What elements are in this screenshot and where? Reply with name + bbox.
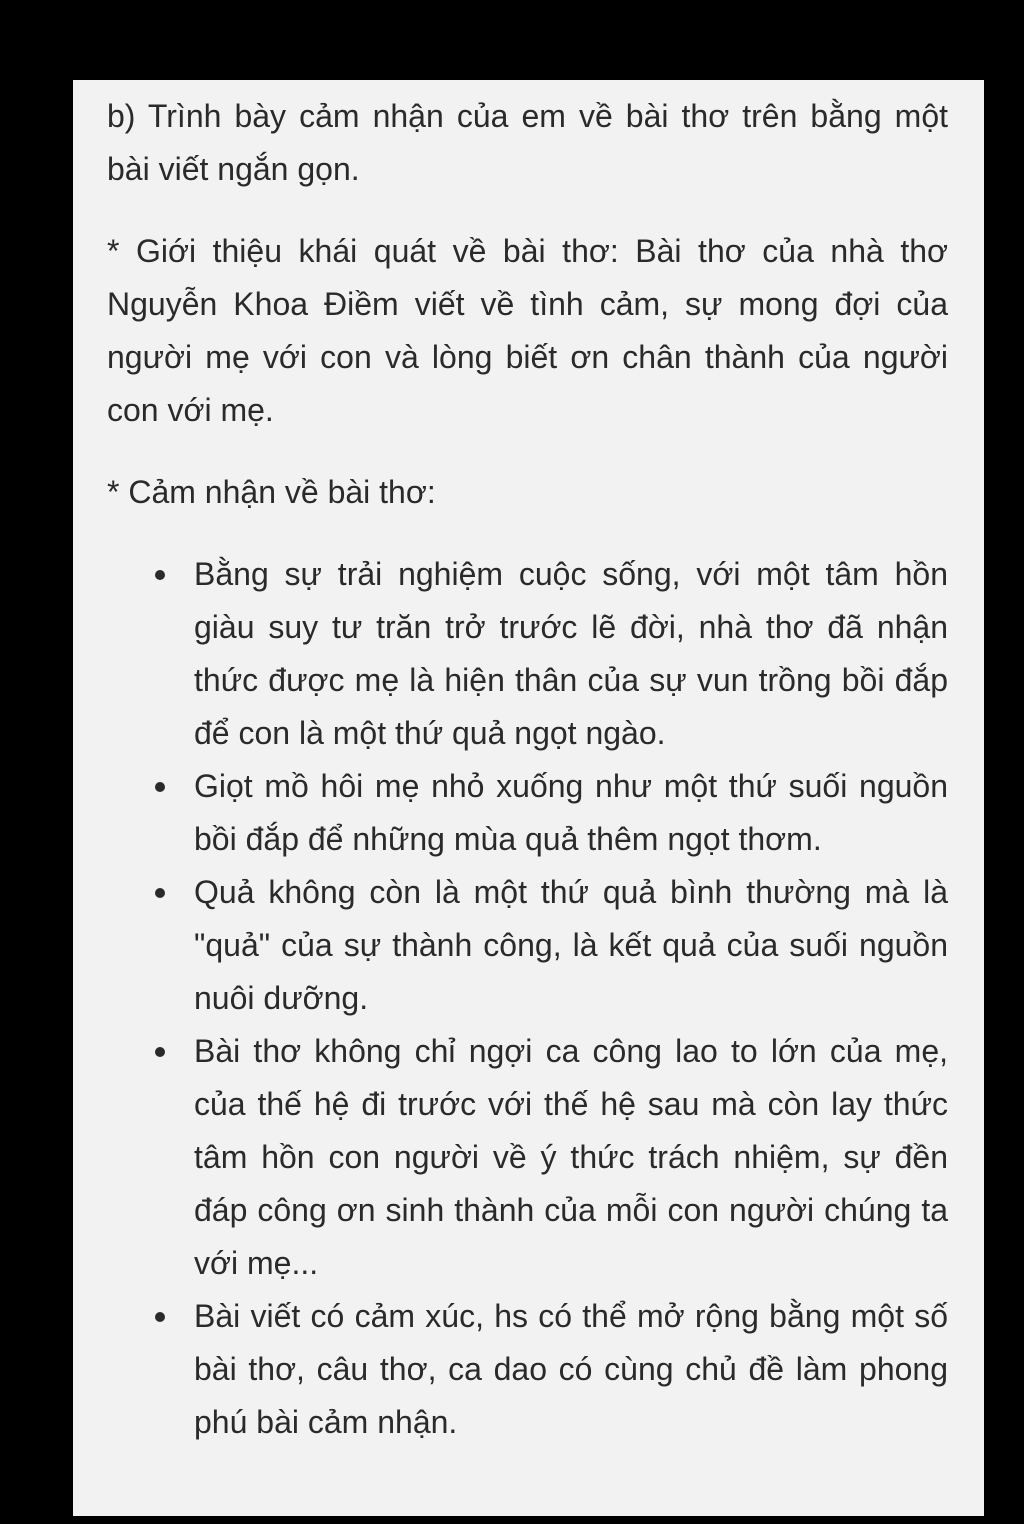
document-card: [73, 80, 984, 1516]
bullet-icon: [155, 888, 165, 898]
bullet-icon: [155, 782, 165, 792]
feelings-heading: * Cảm nhận về bài thơ:: [107, 474, 436, 510]
list-item-text: Quả không còn là một thứ quả bình thường mà là "quả" của sự thành công, là kết quả của suối nguồn nuôi dưỡng.: [194, 874, 948, 1016]
list-item: [194, 548, 948, 760]
list-item: [194, 1290, 948, 1449]
list-item: [194, 1025, 948, 1290]
bullet-icon: [155, 1047, 165, 1057]
list-item: [194, 866, 948, 1025]
list-item-text: Bằng sự trải nghiệm cuộc sống, với một tâm hồn giàu suy tư trăn trở trước lẽ đời, nhà thơ đã nhận thức được mẹ là hiện thân của sự vun trồng bồi đắp để con là một thứ quả ngọt ngào.: [194, 556, 948, 751]
list-item-text: Bài thơ không chỉ ngợi ca công lao to lớn của mẹ, của thế hệ đi trước với thế hệ sau mà còn lay thức tâm hồn con người về ý thức trách nhiệm, sự đền đáp công ơn sinh thành của mỗi con người chúng ta với mẹ...: [194, 1033, 948, 1281]
intro-paragraph: * Giới thiệu khái quát về bài thơ: Bài thơ của nhà thơ Nguyễn Khoa Điềm viết về tình cảm, sự mong đợi của người mẹ với con và lòng biết ơn chân thành của người con với mẹ.: [107, 233, 948, 428]
feelings-list: [107, 548, 948, 1449]
bullet-icon: [155, 570, 165, 580]
question-text: b) Trình bày cảm nhận của em về bài thơ trên bằng một bài viết ngắn gọn.: [107, 98, 948, 187]
list-item: [194, 760, 948, 866]
bullet-icon: [155, 1312, 165, 1322]
list-item-text: Giọt mồ hôi mẹ nhỏ xuống như một thứ suối nguồn bồi đắp để những mùa quả thêm ngọt thơm.: [194, 768, 948, 857]
list-item-text: Bài viết có cảm xúc, hs có thể mở rộng bằng một số bài thơ, câu thơ, ca dao có cùng chủ đề làm phong phú bài cảm nhận.: [194, 1298, 948, 1440]
